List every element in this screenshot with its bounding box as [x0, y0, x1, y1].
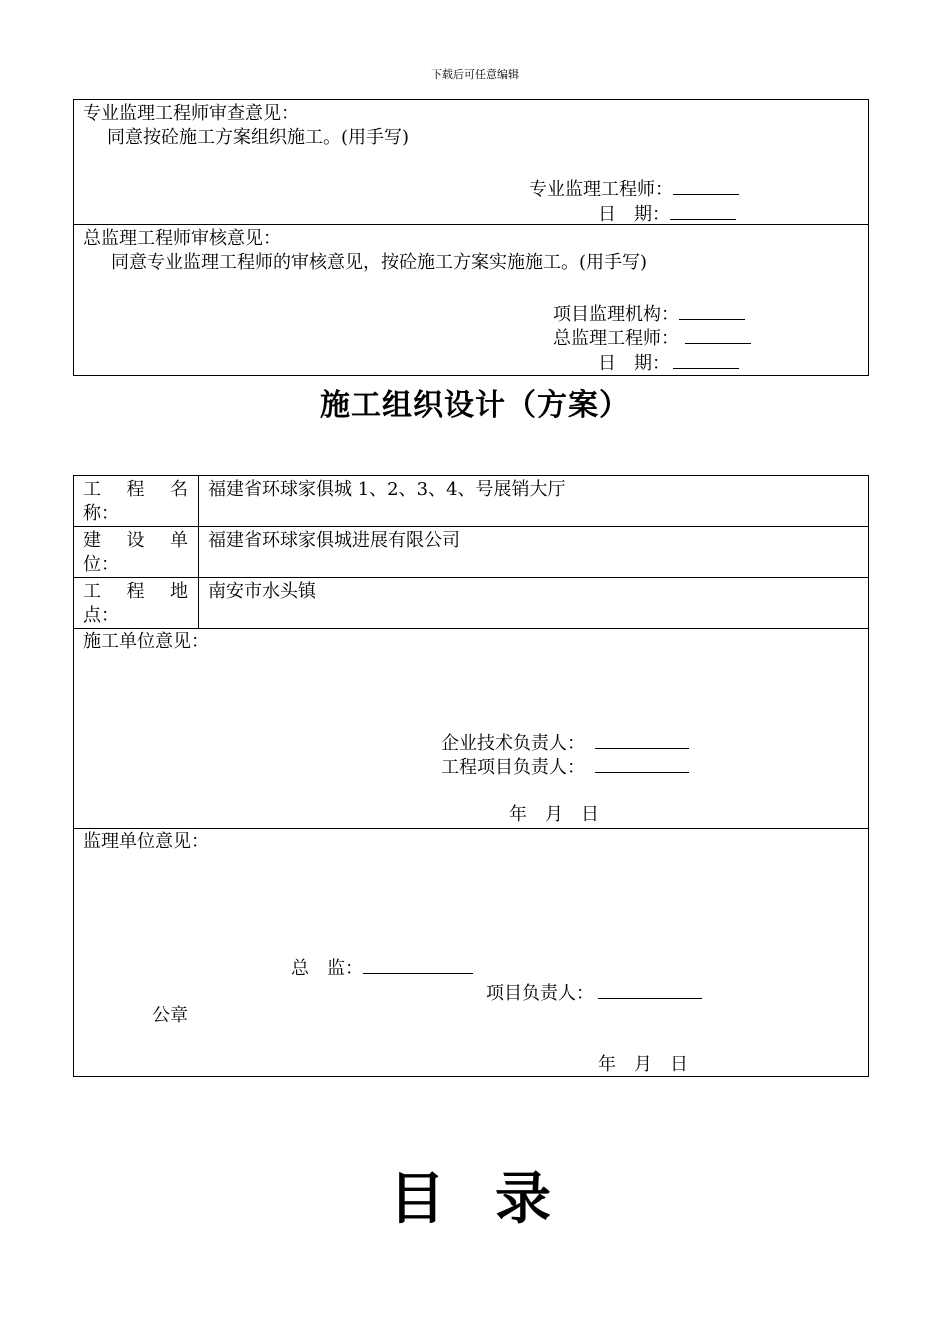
column-divider: [198, 476, 199, 628]
supervisor-pm-line: [486, 980, 702, 1006]
label-char: 程: [126, 581, 145, 602]
chief-opinion: 同意专业监理工程师的审核意见，按砼施工方案实施施工。(用手写): [111, 252, 648, 273]
row-divider: [74, 628, 868, 629]
contractor-pm-line: [441, 754, 689, 780]
project-name-value: 福建省环球家俱城 1、2、3、4、号展销大厅: [208, 479, 566, 500]
specialist-date-line: [598, 201, 736, 227]
builder-value: 福建省环球家俱城进展有限公司: [208, 530, 460, 551]
specialist-heading: 专业监理工程师审查意见：: [83, 103, 299, 124]
specialist-date-label: 日 期：: [598, 204, 670, 225]
signature-blank: [673, 176, 739, 195]
info-table: [73, 475, 869, 1077]
supervisor-date: 年 月 日: [598, 1054, 688, 1075]
chief-org-line: [553, 301, 745, 327]
specialist-engineer-line: [529, 176, 739, 202]
specialist-engineer-label: 专业监理工程师：: [529, 179, 673, 200]
contractor-date: 年 月 日: [509, 804, 599, 825]
seal-label: 公章: [152, 1005, 188, 1026]
label-char: 单: [170, 530, 188, 551]
row-divider: [74, 577, 868, 578]
chief-engineer-line: [553, 325, 751, 351]
label-tail: 称：: [83, 503, 119, 524]
date-blank: [673, 350, 739, 369]
label-char: 工: [83, 479, 101, 500]
contractor-heading: 施工单位意见：: [83, 631, 209, 652]
label-char: 名: [170, 479, 188, 500]
signature-blank: [685, 325, 751, 344]
location-value: 南安市水头镇: [208, 581, 316, 602]
label-char: 地: [170, 581, 188, 602]
row-divider: [74, 828, 868, 829]
supervisor-chief-line: [291, 955, 473, 981]
signature-blank: [598, 980, 702, 999]
location-label: [83, 580, 188, 628]
chief-date-line: [598, 350, 739, 376]
label-tail: 点：: [83, 605, 119, 626]
signature-blank: [363, 955, 473, 974]
contractor-tech-label: 企业技术负责人：: [441, 733, 585, 754]
review-table: [73, 99, 869, 376]
date-blank: [670, 201, 736, 220]
chief-engineer-label: 总监理工程师：: [553, 328, 679, 349]
chief-date-label: 日 期：: [598, 353, 670, 374]
document-title: 施工组织设计（方案）: [320, 388, 630, 423]
label-char: 程: [126, 479, 145, 500]
toc-title: 目录: [389, 1166, 601, 1232]
builder-label: [83, 529, 188, 577]
supervisor-heading: 监理单位意见：: [83, 831, 209, 852]
page-header: 下载后可任意编辑: [431, 68, 519, 81]
divider: [74, 224, 868, 225]
chief-heading: 总监理工程师审核意见：: [83, 228, 281, 249]
specialist-opinion: 同意按砼施工方案组织施工。(用手写): [107, 127, 410, 148]
contractor-tech-line: [441, 730, 689, 756]
signature-blank: [595, 754, 689, 773]
label-char: 设: [126, 530, 145, 551]
label-tail: 位：: [83, 554, 119, 575]
signature-blank: [679, 301, 745, 320]
supervisor-chief-label: 总 监：: [291, 958, 363, 979]
project-name-label: [83, 478, 188, 526]
chief-org-label: 项目监理机构：: [553, 304, 679, 325]
label-char: 工: [83, 581, 101, 602]
contractor-pm-label: 工程项目负责人：: [441, 757, 585, 778]
supervisor-pm-label: 项目负责人：: [486, 983, 594, 1004]
label-char: 建: [83, 530, 101, 551]
signature-blank: [595, 730, 689, 749]
row-divider: [74, 526, 868, 527]
